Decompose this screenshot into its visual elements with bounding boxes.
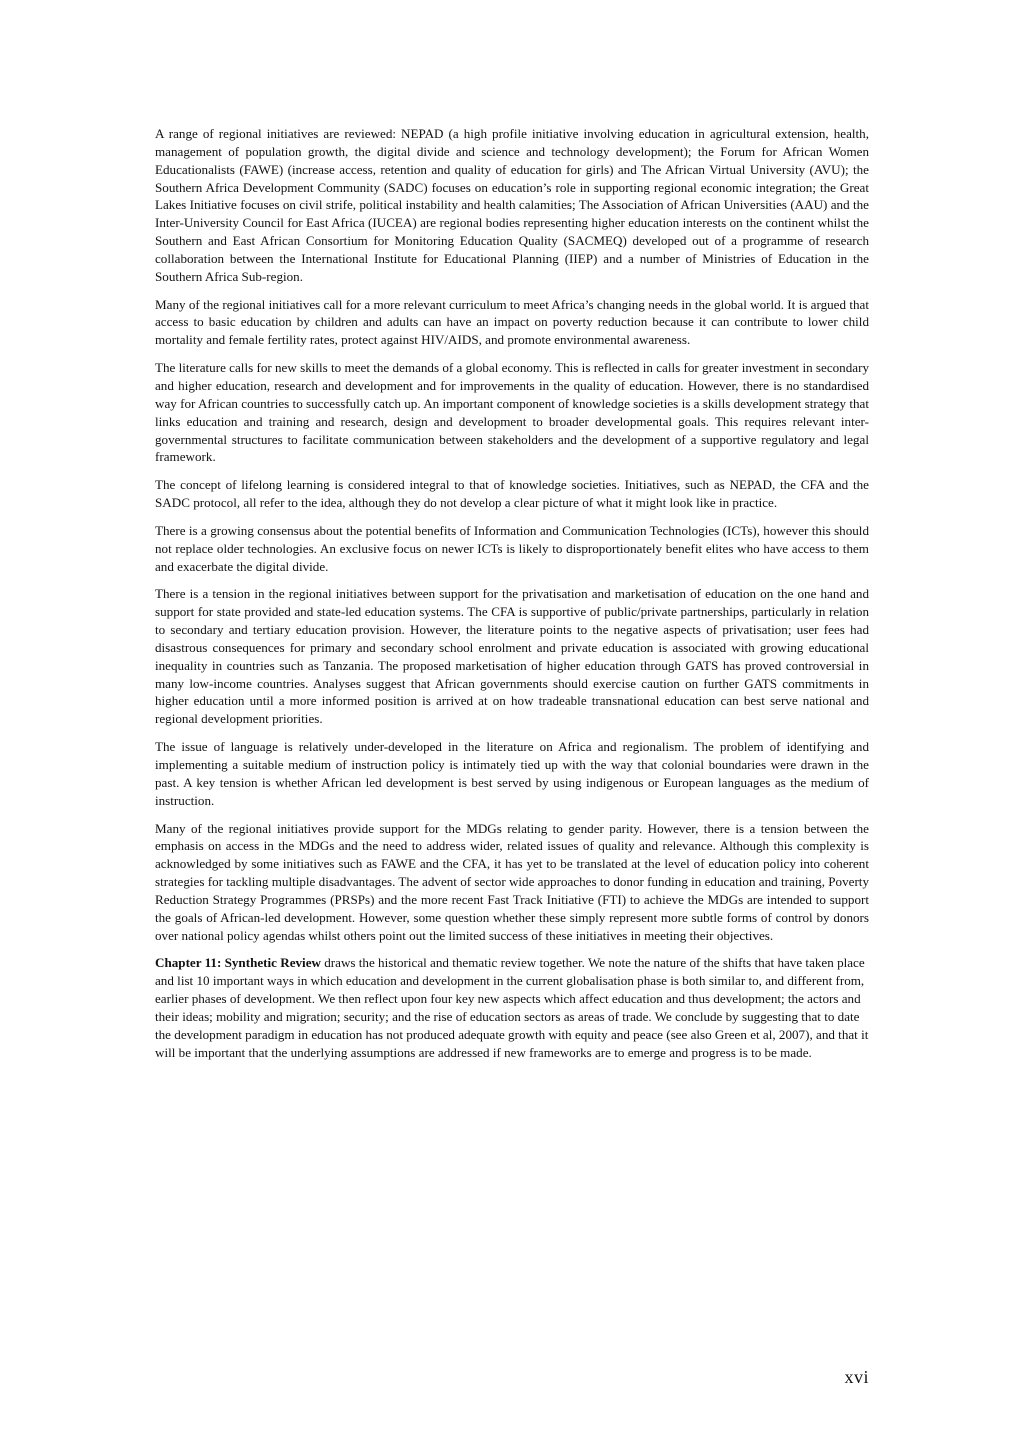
- chapter-heading: Chapter 11: Synthetic Review: [155, 955, 321, 971]
- paragraph-new-skills: The literature calls for new skills to meet the demands of a global economy. This is reflected in calls for greater investment in secondary and higher education, research and development and for improvements in the quality of education. However, there is no standardised way for African countries to successfully catch up. An important component of knowledge societies is a skills development strategy that links education and training and research, design and development to broader developmental goals. This requires relevant inter-governmental structures to facilitate communication between stakeholders and the development of a supportive regulatory and legal framework.: [155, 360, 869, 465]
- chapter-summary-text: draws the historical and thematic review together. We note the nature of the shifts that have taken place and list 10 important ways in which education and development in the current globalisation phase is both similar to, and different from, earlier phases of development. We then reflect upon four key new aspects which affect education and thus development; the actors and their ideas; mobility and migration; security; and the rise of education sectors as areas of trade. We conclude by suggesting that to date the development paradigm in education has not produced adequate growth with equity and peace (see also Green et al, 2007), and that it will be important that the underlying assumptions are addressed if new frameworks are to emerge and progress is to be made.: [155, 955, 869, 1060]
- page-number: xvi: [844, 1367, 869, 1387]
- paragraph-privatisation: There is a tension in the regional initiatives between support for the privatisation and marketisation of education on the one hand and support for state provided and state-led education systems. The CFA is supportive of public/private partnerships, particularly in relation to secondary and tertiary education provision. However, the literature points to the negative aspects of privatisation; user fees had disastrous consequences for primary and secondary school enrolment and private education is associated with growing educational inequality in countries such as Tanzania. The proposed marketisation of higher education through GATS has proved controversial in many low-income countries. Analyses suggest that African governments should exercise caution on further GATS commitments in higher education until a more informed position is arrived at on how tradeable transnational education can best serve national and regional development priorities.: [155, 586, 869, 727]
- paragraph-regional-initiatives: A range of regional initiatives are reviewed: NEPAD (a high profile initiative involving education in agricultural extension, health, management of population growth, the digital divide and science and technology development); the Forum for African Women Educationalists (FAWE) (increase access, retention and quality of education for girls) and The African Virtual University (AVU); the Southern Africa Development Community (SADC) focuses on education’s role in supporting regional economic integration; the Great Lakes Initiative focuses on civil strife, political instability and health calamities; The Association of African Universities (AAU) and the Inter-University Council for East Africa (IUCEA) are regional bodies representing higher education interests on the continent whilst the Southern and East African Consortium for Monitoring Education Quality (SACMEQ) developed out of a programme of research collaboration between the International Institute for Educational Planning (IIEP) and a number of Ministries of Education in the Southern Africa Sub-region.: [155, 126, 869, 284]
- paragraph-icts: There is a growing consensus about the potential benefits of Information and Communication Technologies (ICTs), however this should not replace older technologies. An exclusive focus on newer ICTs is likely to disproportionately benefit elites who have access to them and exacerbate the digital divide.: [155, 522, 869, 574]
- paragraph-lifelong-learning: The concept of lifelong learning is considered integral to that of knowledge societies. Initiatives, such as NEPAD, the CFA and the SADC protocol, all refer to the idea, although they do not develop a clear picture of what it might look like in practice.: [155, 477, 869, 511]
- paragraph-gender-parity: Many of the regional initiatives provide support for the MDGs relating to gender parity. However, there is a tension between the emphasis on access in the MDGs and the need to address wider, related issues of quality and relevance. Although this complexity is acknowledged by some initiatives such as FAWE and the CFA, it has yet to be translated at the level of education policy into coherent strategies for tackling multiple disadvantages. The advent of sector wide approaches to donor funding in education and training, Poverty Reduction Strategy Programmes (PRSPs) and the more recent Fast Track Initiative (FTI) to achieve the MDGs are intended to support the goals of African-led development. However, some question whether these simply represent more subtle forms of control by donors over national policy agendas whilst others point out the limited success of these initiatives in meeting their objectives.: [155, 820, 869, 943]
- page-content: [155, 125, 869, 1072]
- paragraph-chapter-11: [155, 954, 869, 1061]
- paragraph-relevant-curriculum: Many of the regional initiatives call for a more relevant curriculum to meet Africa’s changing needs in the global world. It is argued that access to basic education by children and adults can have an impact on poverty reduction because it can contribute to lower child mortality and female fertility rates, protect against HIV/AIDS, and promote environmental awareness.: [155, 296, 869, 348]
- paragraph-language: The issue of language is relatively under-developed in the literature on Africa and regionalism. The problem of identifying and implementing a suitable medium of instruction policy is intimately tied up with the way that colonial boundaries were drawn in the past. A key tension is whether African led development is best served by using indigenous or European languages as the medium of instruction.: [155, 739, 869, 808]
